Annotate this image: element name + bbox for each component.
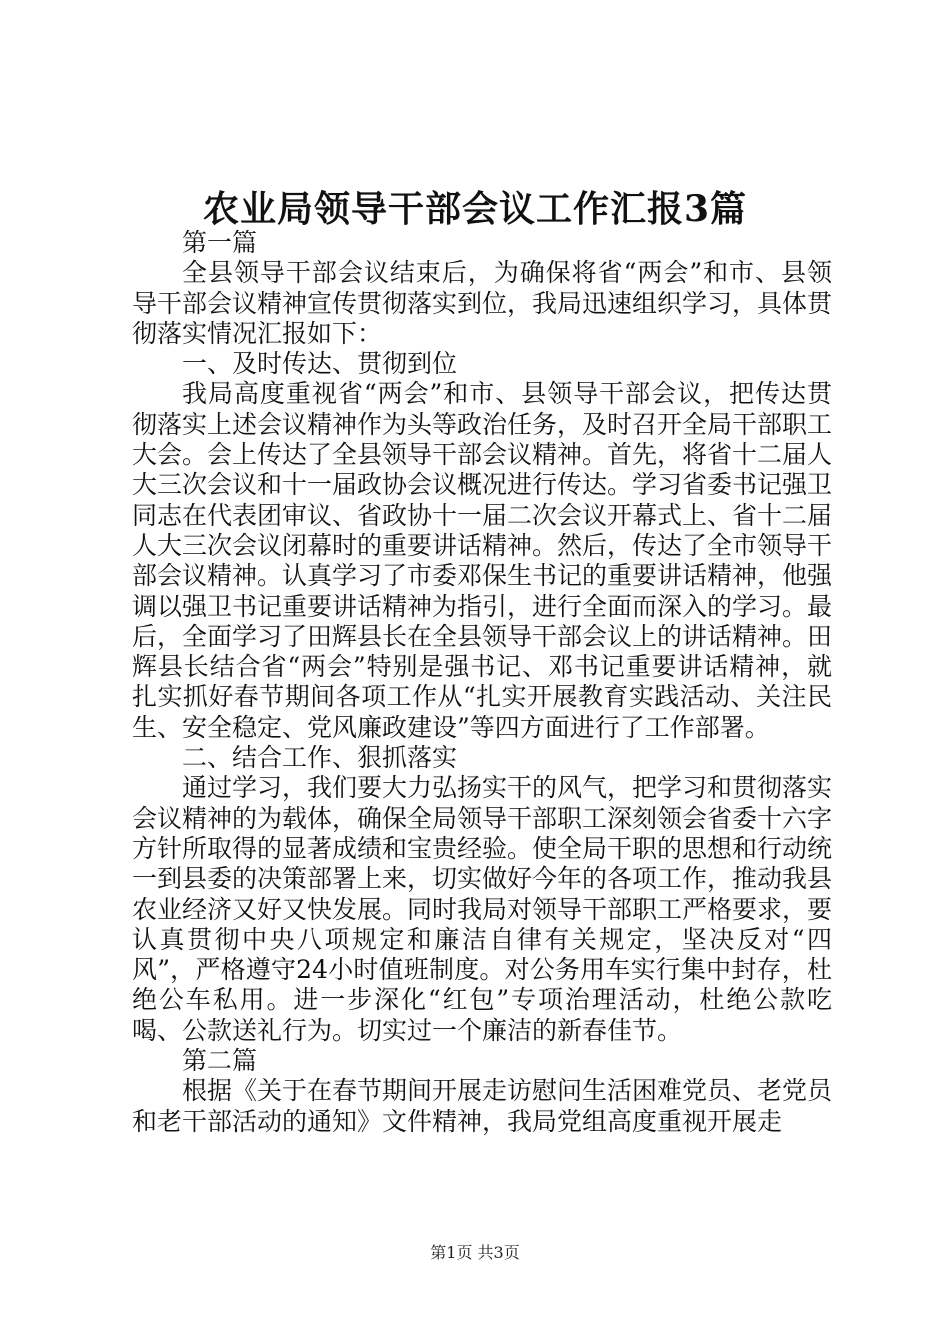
section-heading-part-one: 第一篇	[182, 228, 258, 257]
document-title: 农业局领导干部会议工作汇报3篇	[202, 188, 748, 230]
page-footer: 第1页 共3页	[430, 1243, 520, 1262]
section-heading-implement: 二、结合工作、狠抓落实	[182, 743, 458, 773]
body-paragraph-convey: 我局高度重视省“两会”和市、县领导干部会议，把传达贯彻落实上述会议精神作为头等政治任务，及时召开全局干部职工大会。会上传达了全县领导干部会议精神。首先，将省十二届人大三次会议和十一届政协会议概况进行传达。学习省委书记强卫同志在代表团审议、省政协十一届二次会议开幕式上、省十二届人大三次会议闭幕时的重要讲话精神。然后，传达了全市领导干部会议精神。认真学习了市委邓保生书记的重要讲话精神，他强调以强卫书记重要讲话精神为指引，进行全面而深入的学习。最后，全面学习了田辉县长在全县领导干部会议上的讲话精神。田辉县长结合省“两会”特别是强书记、邓书记重要讲话精神，就扎实抓好春节期间各项工作从“扎实开展教育实践活动、关注民生、安全稳定、党风廉政建设”等四方面进行了工作部署。	[132, 379, 833, 742]
intro-paragraph: 全县领导干部会议结束后，为确保将省“两会”和市、县领导干部会议精神宣传贯彻落实到位，我局迅速组织学习，具体贯彻落实情况汇报如下：	[132, 258, 833, 348]
body-paragraph-part-two: 根据《关于在春节期间开展走访慰问生活困难党员、老党员和老干部活动的通知》文件精神，我局党组高度重视开展走	[132, 1076, 833, 1136]
body-paragraph-implement: 通过学习，我们要大力弘扬实干的风气，把学习和贯彻落实会议精神的为载体，确保全局领导干部职工深刻领会省委十六字方针所取得的显著成绩和宝贵经验。使全局干职的思想和行动统一到县委的决策部署上来，切实做好今年的各项工作，推动我县农业经济又好又快发展。同时我局对领导干部职工严格要求，要认真贯彻中央八项规定和廉洁自律有关规定，坚决反对“四风”，严格遵守24小时值班制度。对公务用车实行集中封存，杜绝公车私用。进一步深化“红包”专项治理活动，杜绝公款吃喝、公款送礼行为。切实过一个廉洁的新春佳节。	[132, 773, 833, 1045]
section-heading-convey: 一、及时传达、贯彻到位	[182, 349, 458, 379]
document-body	[132, 228, 832, 1137]
section-heading-part-two: 第二篇	[182, 1046, 258, 1076]
